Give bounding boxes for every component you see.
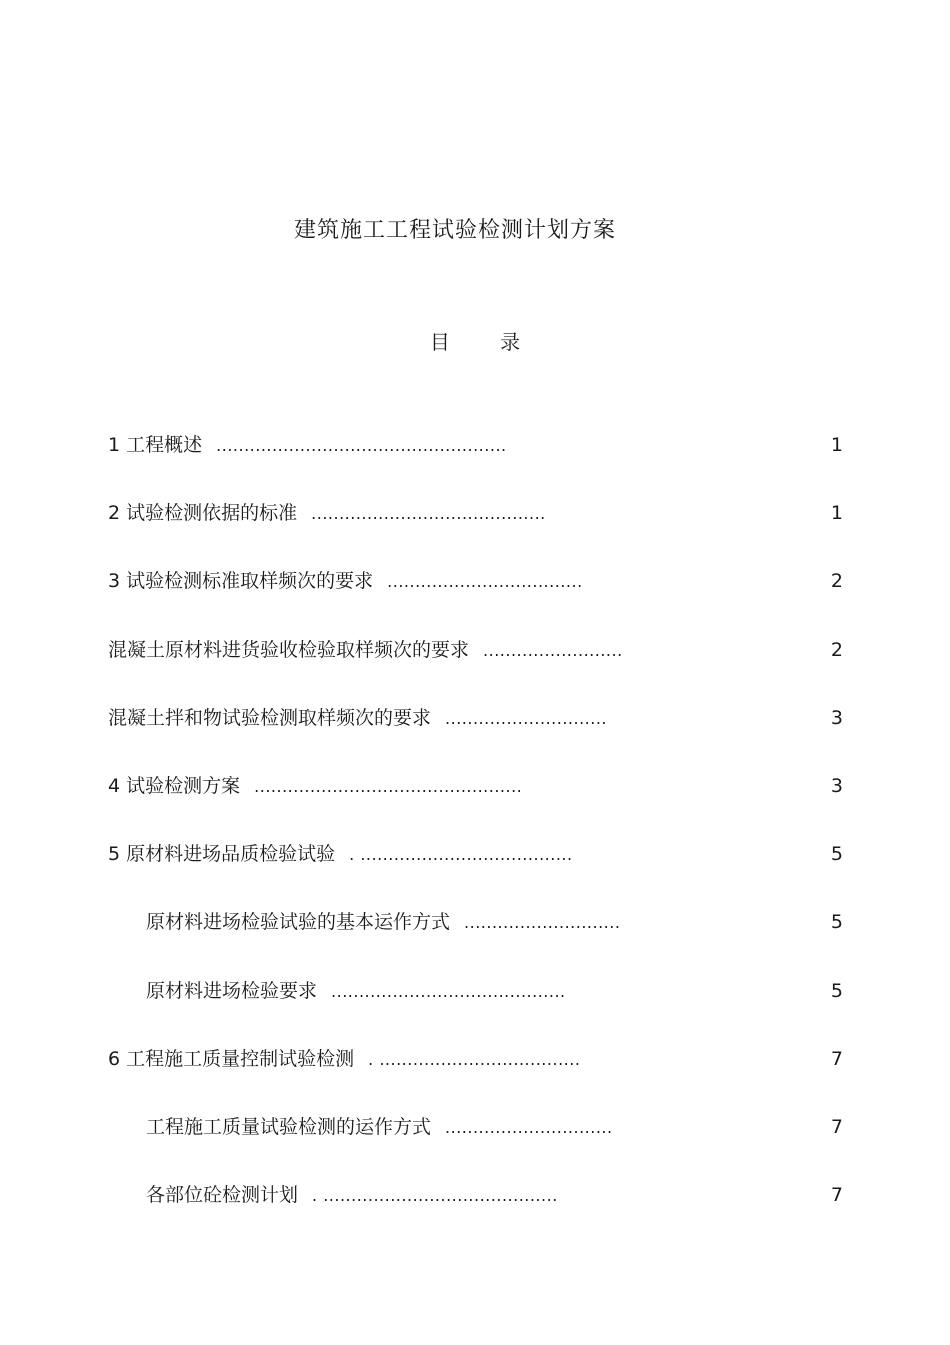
toc-page-number: 3 xyxy=(830,774,843,797)
toc-leader-dots: .......................................... xyxy=(311,504,546,524)
toc-leader-dots: . ...................................... xyxy=(349,845,573,865)
toc-page-number: 1 xyxy=(830,434,843,456)
toc-entry-label: 混凝土原材料进货验收检验取样频次的要求 xyxy=(108,638,470,661)
toc-entry[interactable] xyxy=(108,1044,843,1112)
toc-entry[interactable] xyxy=(108,1112,843,1180)
toc-entry[interactable] xyxy=(108,635,843,703)
toc-entry-label: 各部位砼检测计划 xyxy=(146,1184,299,1207)
toc-entry[interactable] xyxy=(108,498,843,566)
toc-entry[interactable] xyxy=(108,566,843,634)
toc-page-number: 7 xyxy=(830,1184,843,1207)
toc-heading-char-1: 目 xyxy=(429,330,450,354)
toc-entry-label: 混凝土拌和物试验检测取样频次的要求 xyxy=(108,706,432,729)
toc-entry-label: 6 工程施工质量控制试验检测 xyxy=(108,1047,355,1070)
toc-entry-label: 2 试验检测依据的标准 xyxy=(108,502,298,525)
toc-page-number: 5 xyxy=(830,911,843,934)
toc-leader-dots: ............................ xyxy=(464,913,621,933)
toc-leader-dots: . .................................... xyxy=(368,1049,581,1069)
toc-leader-dots: .......................................... xyxy=(331,981,566,1001)
toc-entry[interactable] xyxy=(108,839,843,907)
toc-page-number: 3 xyxy=(830,706,843,729)
table-of-contents xyxy=(108,430,843,1248)
toc-page-number: 1 xyxy=(830,502,843,525)
toc-page-number: 7 xyxy=(830,1047,843,1070)
toc-page-number: 7 xyxy=(830,1115,843,1138)
toc-page-number: 5 xyxy=(830,979,843,1002)
toc-leader-dots: .............................. xyxy=(445,1117,613,1137)
toc-leader-dots: .................................................... xyxy=(216,436,507,455)
toc-leader-dots: ......................... xyxy=(483,640,623,660)
toc-entry-label: 原材料进场检验要求 xyxy=(146,979,318,1002)
toc-page-number: 5 xyxy=(830,843,843,866)
toc-entry[interactable] xyxy=(108,976,843,1044)
toc-entry[interactable] xyxy=(108,703,843,771)
toc-entry-label: 1 工程概述 xyxy=(108,434,203,456)
toc-leader-dots: ............................. xyxy=(445,708,608,728)
toc-entry[interactable] xyxy=(108,907,843,975)
toc-entry-label: 工程施工质量试验检测的运作方式 xyxy=(146,1115,432,1138)
toc-entry[interactable] xyxy=(108,1180,843,1248)
toc-leader-dots: ................................... xyxy=(387,572,583,592)
toc-leader-dots: . .......................................... xyxy=(312,1186,558,1206)
toc-entry[interactable] xyxy=(108,771,843,839)
toc-entry-label: 4 试验检测方案 xyxy=(108,774,241,797)
toc-entry-label: 3 试验检测标准取样频次的要求 xyxy=(108,570,374,593)
toc-page-number: 2 xyxy=(830,638,843,661)
toc-entry-label: 5 原材料进场品质检验试验 xyxy=(108,843,336,866)
document-title: 建筑施工工程试验检测计划方案 xyxy=(293,218,616,243)
toc-entry-label: 原材料进场检验试验的基本运作方式 xyxy=(146,911,451,934)
toc-entry[interactable] xyxy=(108,430,843,498)
toc-page-number: 2 xyxy=(830,570,843,593)
toc-heading-char-2: 录 xyxy=(500,330,521,354)
toc-leader-dots: ................................................ xyxy=(254,776,523,796)
toc-heading xyxy=(0,326,950,355)
